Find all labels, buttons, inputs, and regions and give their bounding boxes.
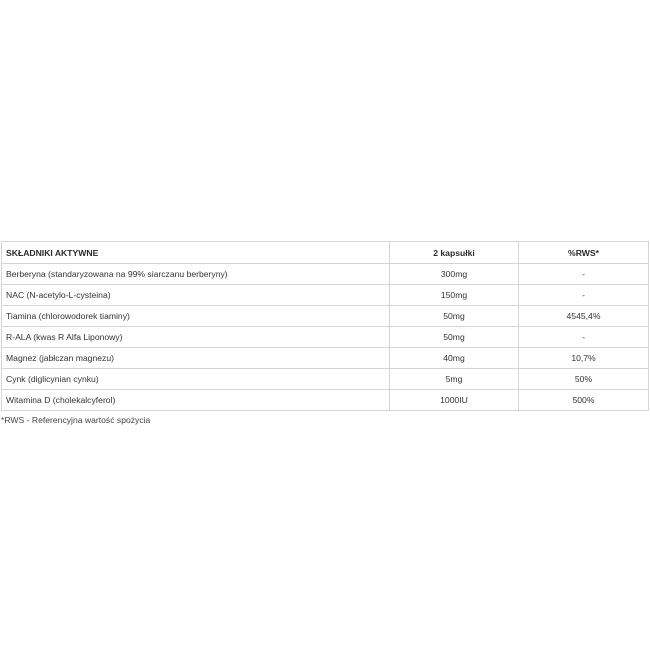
ingredient-name: R-ALA (kwas R Alfa Liponowy) (2, 327, 390, 348)
table-row (2, 285, 649, 306)
ingredient-rws: 4545,4% (519, 306, 649, 327)
table-row (2, 327, 649, 348)
ingredient-name: Berberyna (standaryzowana na 99% siarczanu berberyny) (2, 264, 390, 285)
ingredients-table (1, 241, 649, 411)
ingredient-dose: 300mg (390, 264, 519, 285)
ingredient-rws: 10,7% (519, 348, 649, 369)
header-ingredients: SKŁADNIKI AKTYWNE (2, 242, 390, 264)
ingredient-name: Cynk (diglicynian cynku) (2, 369, 390, 390)
ingredient-dose: 1000IU (390, 390, 519, 411)
rws-footnote: *RWS - Referencyjna wartość spożycia (1, 415, 151, 425)
header-rws: %RWS* (519, 242, 649, 264)
ingredient-dose: 150mg (390, 285, 519, 306)
ingredient-name: Tiamina (chlorowodorek tiaminy) (2, 306, 390, 327)
ingredient-dose: 50mg (390, 327, 519, 348)
ingredient-rws: - (519, 327, 649, 348)
ingredient-rws: 500% (519, 390, 649, 411)
ingredient-dose: 40mg (390, 348, 519, 369)
table-row (2, 390, 649, 411)
ingredient-name: NAC (N-acetylo-L-cysteina) (2, 285, 390, 306)
ingredient-rws: - (519, 264, 649, 285)
ingredient-dose: 5mg (390, 369, 519, 390)
ingredient-name: Magnez (jabłczan magnezu) (2, 348, 390, 369)
ingredient-name: Witamina D (cholekalcyferol) (2, 390, 390, 411)
table-row (2, 348, 649, 369)
ingredients-table-container (1, 241, 648, 411)
table-row (2, 306, 649, 327)
ingredient-dose: 50mg (390, 306, 519, 327)
table-header-row (2, 242, 649, 264)
ingredient-rws: - (519, 285, 649, 306)
table-row (2, 264, 649, 285)
header-dose: 2 kapsułki (390, 242, 519, 264)
table-row (2, 369, 649, 390)
ingredient-rws: 50% (519, 369, 649, 390)
